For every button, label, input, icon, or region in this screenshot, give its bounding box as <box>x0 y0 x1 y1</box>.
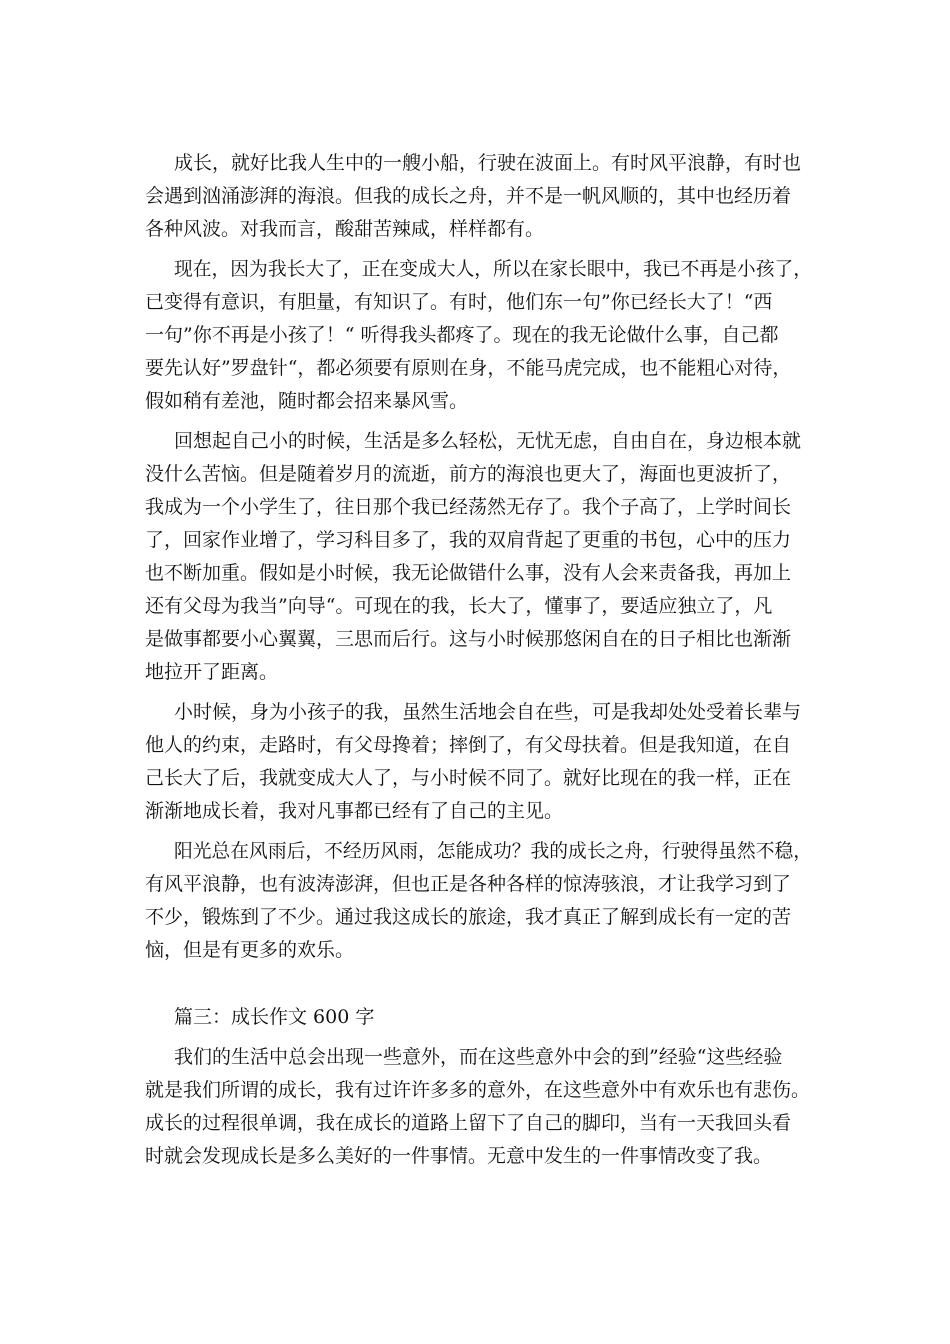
paragraph-4-line-3: 己长大了后，我就变成大人了，与小时候不同了。就好比现在的我一样，正在 <box>145 767 792 789</box>
paragraph-6-line-2: 就是我们所谓的成长，我有过许许多多的意外，在这些意外中有欢乐也有悲伤。 <box>145 1079 811 1101</box>
paragraph-2-line-1: 现在，因为我长大了，正在变成大人，所以在家长眼中，我已不再是小孩了， <box>174 258 813 280</box>
paragraph-4-line-4: 渐渐地成长着，我对凡事都已经有了自己的主见。 <box>145 800 564 822</box>
paragraph-1-line-1: 成长，就好比我人生中的一艘小船，行驶在波面上。有时风平浪静，有时也 <box>174 152 802 174</box>
paragraph-1-line-3: 各种风波。对我而言，酸甜苦辣咸，样样都有。 <box>145 218 545 240</box>
paragraph-3-line-7: 是做事都要小心翼翼，三思而后行。这与小时候那悠闲自在的日子相比也渐渐 <box>145 628 792 650</box>
paragraph-3-line-5: 也不断加重。假如是小时候，我无论做错什么事，没有人会来责备我，再加上 <box>145 562 792 584</box>
paragraph-3-line-6: 还有父母为我当”向导“。可现在的我，长大了，懂事了，要适应独立了，凡 <box>145 595 773 617</box>
paragraph-2-line-4: 要先认好”罗盘针“，都必须要有原则在身，不能马虎完成，也不能粗心对待， <box>145 357 792 379</box>
paragraph-3-line-1: 回想起自己小的时候，生活是多么轻松，无忧无虑，自由自在，身边根本就 <box>174 430 802 452</box>
paragraph-6-line-3: 成长的过程很单调，我在成长的道路上留下了自己的脚印，当有一天我回头看 <box>145 1112 792 1134</box>
paragraph-2-line-2: 已变得有意识，有胆量，有知识了。有时，他们东一句”你已经长大了！“西 <box>145 291 773 313</box>
paragraph-5-line-3: 不少，锻炼到了不少。通过我这成长的旅途，我才真正了解到成长有一定的苦 <box>145 906 792 928</box>
paragraph-5-line-1: 阳光总在风雨后，不经历风雨，怎能成功？我的成长之舟，行驶得虽然不稳， <box>174 840 813 862</box>
paragraph-2-line-3: 一句”你不再是小孩了！“ 听得我头都疼了。现在的我无论做什么事，自己都 <box>145 324 779 346</box>
paragraph-3-line-8: 地拉开了距离。 <box>145 661 279 683</box>
paragraph-2-line-5: 假如稍有差池，随时都会招来暴风雪。 <box>145 390 469 412</box>
paragraph-1-line-2: 会遇到汹涌澎湃的海浪。但我的成长之舟，并不是一帆风顺的，其中也经历着 <box>145 185 792 207</box>
paragraph-5-line-2: 有风平浪静，也有波涛澎湃，但也正是各种各样的惊涛骇浪，才让我学习到了 <box>145 873 792 895</box>
paragraph-3-line-2: 没什么苦恼。但是随着岁月的流逝，前方的海浪也更大了，海面也更波折了， <box>145 463 792 485</box>
paragraph-4-line-2: 他人的约束，走路时，有父母搀着；摔倒了，有父母扶着。但是我知道，在自 <box>145 734 792 756</box>
paragraph-6-line-1: 我们的生活中总会出现一些意外，而在这些意外中会的到”经验“这些经验 <box>174 1046 783 1068</box>
paragraph-3-line-3: 我成为一个小学生了，往日那个我已经荡然无存了。我个子高了，上学时间长 <box>145 496 792 518</box>
paragraph-3-line-4: 了，回家作业增了，学习科目多了，我的双肩背起了更重的书包，心中的压力 <box>145 529 792 551</box>
section-heading: 篇三：成长作文 600 字 <box>174 1006 375 1028</box>
paragraph-5-line-4: 恼，但是有更多的欢乐。 <box>145 939 355 961</box>
paragraph-4-line-1: 小时候，身为小孩子的我，虽然生活地会自在些，可是我却处处受着长辈与 <box>174 701 802 723</box>
paragraph-6-line-4: 时就会发现成长是多么美好的一件事情。无意中发生的一件事情改变了我。 <box>145 1145 773 1167</box>
